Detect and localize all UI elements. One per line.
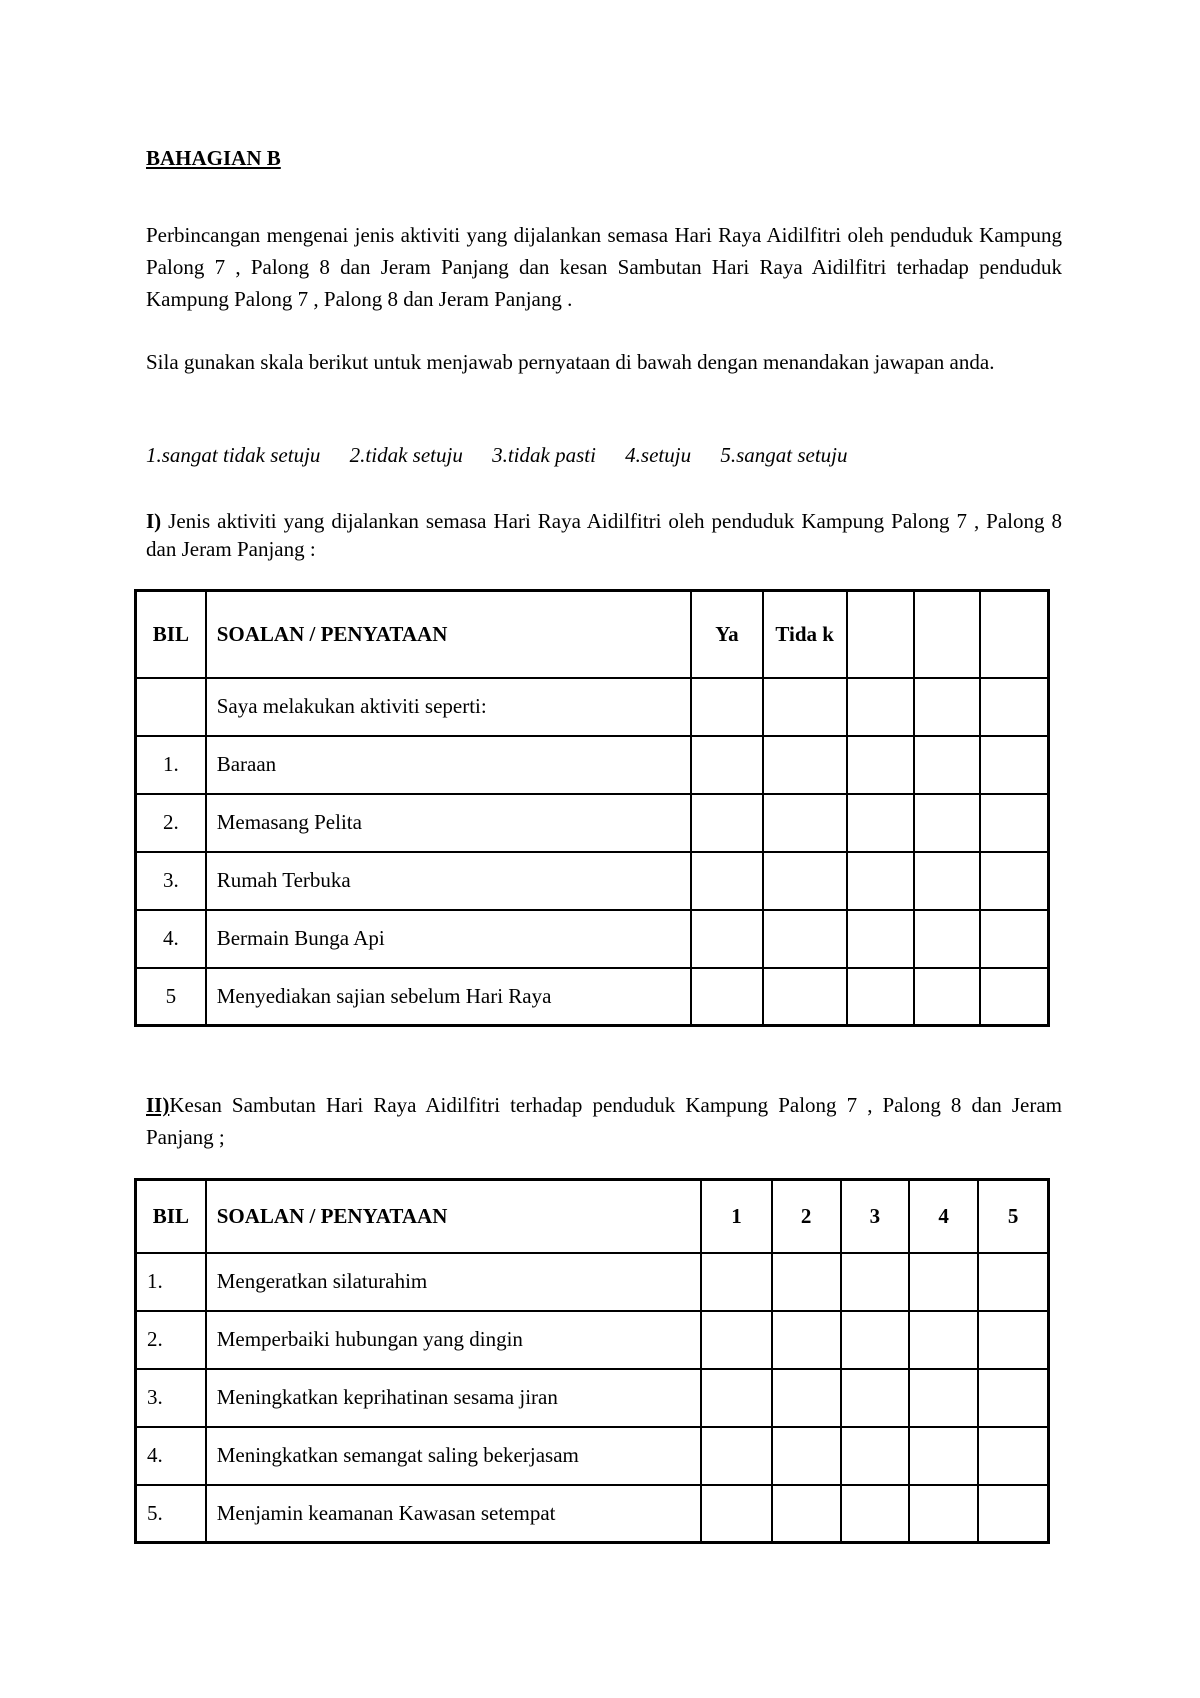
- answer-cell-no[interactable]: [763, 736, 847, 794]
- header-blank: [914, 591, 980, 678]
- answer-cell[interactable]: [847, 678, 914, 736]
- cell-question: Bermain Bunga Api: [206, 910, 692, 968]
- table-row: [136, 1253, 1049, 1311]
- cell-bil: 4.: [136, 1427, 206, 1485]
- cell-question: Menyediakan sajian sebelum Hari Raya: [206, 968, 692, 1026]
- table-row: [136, 794, 1049, 852]
- cell-question: Saya melakukan aktiviti seperti:: [206, 678, 692, 736]
- rating-cell[interactable]: [701, 1427, 771, 1485]
- answer-cell[interactable]: [980, 736, 1048, 794]
- rating-cell[interactable]: [978, 1427, 1048, 1485]
- rating-cell[interactable]: [978, 1253, 1048, 1311]
- rating-cell[interactable]: [841, 1427, 909, 1485]
- answer-cell[interactable]: [980, 910, 1048, 968]
- scale-item-4: 4.setuju: [625, 443, 692, 467]
- scale-item-5: 5.sangat setuju: [720, 443, 848, 467]
- answer-cell-no[interactable]: [763, 968, 847, 1026]
- rating-cell[interactable]: [701, 1311, 771, 1369]
- cell-bil: [136, 678, 206, 736]
- answer-cell-yes[interactable]: [691, 794, 762, 852]
- section-title: BAHAGIAN B: [146, 146, 281, 170]
- cell-bil: 2.: [136, 1311, 206, 1369]
- header-scale-4: 4: [909, 1180, 978, 1253]
- cell-bil: 5: [136, 968, 206, 1026]
- answer-cell-yes[interactable]: [691, 678, 762, 736]
- answer-cell[interactable]: [914, 794, 980, 852]
- header-blank: [980, 591, 1048, 678]
- activities-table: [134, 589, 1050, 1027]
- answer-cell[interactable]: [914, 852, 980, 910]
- scale-item-1: 1.sangat tidak setuju: [146, 443, 321, 467]
- table-header-row: [136, 1180, 1049, 1253]
- table-row: [136, 910, 1049, 968]
- scale-item-3: 3.tidak pasti: [492, 443, 596, 467]
- part1-text: Jenis aktiviti yang dijalankan semasa Hari Raya Aidilfitri oleh penduduk Kampung Palong 7 , Palong 8 dan Jeram Panjang :: [146, 509, 1062, 561]
- answer-cell-yes[interactable]: [691, 968, 762, 1026]
- table-row: [136, 678, 1049, 736]
- cell-question: Memasang Pelita: [206, 794, 692, 852]
- table-row: [136, 1311, 1049, 1369]
- answer-cell-no[interactable]: [763, 678, 847, 736]
- rating-cell[interactable]: [841, 1253, 909, 1311]
- cell-question: Meningkatkan semangat saling bekerjasam: [206, 1427, 702, 1485]
- table-row: [136, 852, 1049, 910]
- table-row: [136, 968, 1049, 1026]
- part1-heading: [146, 507, 1062, 563]
- part2-label: II): [146, 1093, 170, 1117]
- answer-cell-no[interactable]: [763, 910, 847, 968]
- instruction-paragraph: Sila gunakan skala berikut untuk menjawab pernyataan di bawah dengan menandakan jawapan anda.: [146, 350, 995, 374]
- answer-cell[interactable]: [980, 678, 1048, 736]
- answer-cell-no[interactable]: [763, 794, 847, 852]
- cell-question: Rumah Terbuka: [206, 852, 692, 910]
- cell-bil: 1.: [136, 1253, 206, 1311]
- rating-cell[interactable]: [772, 1311, 841, 1369]
- answer-cell[interactable]: [980, 794, 1048, 852]
- rating-cell[interactable]: [701, 1485, 771, 1543]
- header-scale-2: 2: [772, 1180, 841, 1253]
- rating-cell[interactable]: [909, 1369, 978, 1427]
- answer-cell[interactable]: [980, 852, 1048, 910]
- answer-cell-yes[interactable]: [691, 910, 762, 968]
- rating-cell[interactable]: [978, 1311, 1048, 1369]
- header-question: SOALAN / PENYATAAN: [206, 591, 692, 678]
- header-scale-1: 1: [701, 1180, 771, 1253]
- answer-cell[interactable]: [847, 736, 914, 794]
- rating-cell[interactable]: [909, 1311, 978, 1369]
- answer-cell[interactable]: [980, 968, 1048, 1026]
- rating-scale: [146, 443, 872, 468]
- rating-cell[interactable]: [772, 1427, 841, 1485]
- table-row: [136, 736, 1049, 794]
- rating-cell[interactable]: [909, 1485, 978, 1543]
- cell-bil: 1.: [136, 736, 206, 794]
- table-header-row: [136, 591, 1049, 678]
- rating-cell[interactable]: [978, 1485, 1048, 1543]
- answer-cell-yes[interactable]: [691, 852, 762, 910]
- rating-cell[interactable]: [909, 1253, 978, 1311]
- header-yes: Ya: [691, 591, 762, 678]
- header-bil: BIL: [136, 1180, 206, 1253]
- rating-cell[interactable]: [701, 1253, 771, 1311]
- rating-cell[interactable]: [978, 1369, 1048, 1427]
- table-row: [136, 1369, 1049, 1427]
- cell-bil: 4.: [136, 910, 206, 968]
- header-scale-5: 5: [978, 1180, 1048, 1253]
- rating-cell[interactable]: [841, 1311, 909, 1369]
- table-row: [136, 1427, 1049, 1485]
- header-bil: BIL: [136, 591, 206, 678]
- rating-cell[interactable]: [909, 1427, 978, 1485]
- cell-bil: 3.: [136, 1369, 206, 1427]
- rating-cell[interactable]: [841, 1369, 909, 1427]
- part2-heading: [146, 1089, 1062, 1153]
- rating-cell[interactable]: [772, 1369, 841, 1427]
- cell-question: Mengeratkan silaturahim: [206, 1253, 702, 1311]
- cell-question: Memperbaiki hubungan yang dingin: [206, 1311, 702, 1369]
- rating-cell[interactable]: [701, 1369, 771, 1427]
- answer-cell[interactable]: [914, 678, 980, 736]
- impact-rating-table: [134, 1178, 1050, 1544]
- answer-cell[interactable]: [914, 910, 980, 968]
- answer-cell[interactable]: [847, 852, 914, 910]
- answer-cell[interactable]: [847, 968, 914, 1026]
- rating-cell[interactable]: [772, 1485, 841, 1543]
- cell-bil: 2.: [136, 794, 206, 852]
- rating-cell[interactable]: [772, 1253, 841, 1311]
- answer-cell[interactable]: [914, 736, 980, 794]
- header-blank: [847, 591, 914, 678]
- cell-bil: 5.: [136, 1485, 206, 1543]
- cell-question: Meningkatkan keprihatinan sesama jiran: [206, 1369, 702, 1427]
- part2-text: Kesan Sambutan Hari Raya Aidilfitri terhadap penduduk Kampung Palong 7 , Palong 8 dan Jeram Panjang ;: [146, 1093, 1062, 1149]
- answer-cell-no[interactable]: [763, 852, 847, 910]
- cell-bil: 3.: [136, 852, 206, 910]
- table-row: [136, 1485, 1049, 1543]
- part1-label: I): [146, 509, 162, 533]
- scale-item-2: 2.tidak setuju: [349, 443, 463, 467]
- header-question: SOALAN / PENYATAAN: [206, 1180, 702, 1253]
- rating-cell[interactable]: [841, 1485, 909, 1543]
- header-scale-3: 3: [841, 1180, 909, 1253]
- answer-cell[interactable]: [914, 968, 980, 1026]
- cell-question: Baraan: [206, 736, 692, 794]
- header-no: Tida k: [763, 591, 847, 678]
- answer-cell[interactable]: [847, 910, 914, 968]
- intro-paragraph: Perbincangan mengenai jenis aktiviti yang dijalankan semasa Hari Raya Aidilfitri oleh penduduk Kampung Palong 7 , Palong 8 dan Jeram Panjang dan kesan Sambutan Hari Raya Aidilfitri terhadap penduduk Kampung Palong 7 , Palong 8 dan Jeram Panjang .: [146, 223, 1062, 311]
- answer-cell-yes[interactable]: [691, 736, 762, 794]
- cell-question: Menjamin keamanan Kawasan setempat: [206, 1485, 702, 1543]
- answer-cell[interactable]: [847, 794, 914, 852]
